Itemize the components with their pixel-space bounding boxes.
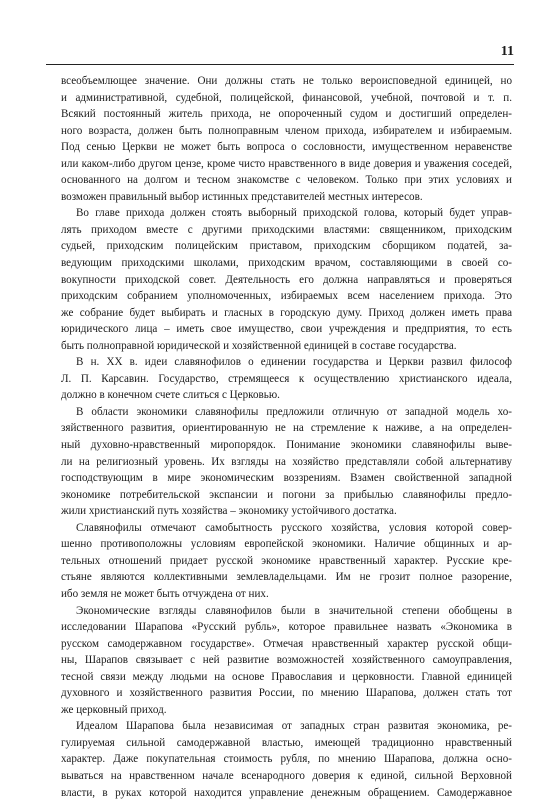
page-number: 11 <box>500 44 514 59</box>
text-line: должно в конечном счете слиться с Церковью. <box>61 389 280 402</box>
text-line: Л. П. Карсавин. Государство, стремящееся к осуществлению христианского идеала, <box>61 372 512 385</box>
text-line: вываться на нравственном начале всенародного доверия к единой, сильной Верховной <box>61 769 512 782</box>
text-line: и административной, судебной, полицейской, финансовой, учебной, почтовой и т. п. <box>61 91 512 104</box>
text-line: возможен правильный выбор истинных представителей местных интересов. <box>61 190 423 203</box>
text-line: гулируемая сильной самодержавной властью, имеющей традиционно нравственный <box>61 736 512 749</box>
body-text <box>61 73 512 801</box>
text-line: всеобъемлющее значение. Они должны стать не только вероисповедной единицей, но <box>61 75 512 87</box>
text-line: Под сенью Церкви не может быть вопроса о сословности, имущественном неравенстве <box>61 141 512 154</box>
text-line: Славянофилы отмечают самобытность русского хозяйства, условия которой совер- <box>76 521 512 534</box>
text-line: ный духовно-нравственный миропорядок. Понимание экономики славянофилы выве- <box>61 439 512 452</box>
text-line: В н. XX в. идеи славянофилов о единении государства и Церкви развил философ <box>76 356 512 369</box>
text-line: тесной связи между людьми на основе Православия и церковности. Главной единицей <box>61 670 512 683</box>
paragraph <box>61 73 512 205</box>
header-rule <box>46 64 514 65</box>
text-line: Во главе прихода должен стоять выборный приходской голова, который будет управ- <box>76 207 512 220</box>
text-line: стьяне являются коллективными землевладельцами. Им не грозит полное разорение, <box>61 571 512 584</box>
paragraph <box>61 354 512 404</box>
text-line: русском самодержавном государстве». Отмечая нравственный характер русской общи- <box>61 637 512 650</box>
text-line: тельных отношений придает русской экономике нравственный характер. Русские кре- <box>61 554 512 567</box>
text-line: господствующим в мире экономическим воззрениям. Взамен свойственной западной <box>61 472 512 485</box>
paragraph <box>61 603 512 719</box>
text-line: власти, в руках которой находится управление денежным обращением. Самодержавное <box>61 786 512 799</box>
text-line: или каком-либо другом цензе, кроме чисто нравственного в виде доверия и уважения соседей, <box>61 157 512 170</box>
paragraph <box>61 718 512 801</box>
text-line: лять приходом вместе с другими приходскими властями: священником, приходским <box>61 223 512 236</box>
text-line: ли на религиозный уровень. Их взгляды на хозяйство представляли собой альтернативу <box>61 455 512 468</box>
text-line: Всякий постоянный житель прихода, не опороченный судом и достигший определен- <box>61 108 512 121</box>
paragraph <box>61 520 512 603</box>
text-line: Экономические взгляды славянофилов были в значительной степени обобщены в <box>76 604 512 617</box>
text-line: ного возраста, должен быть полноправным членом прихода, избирателем и избираемым. <box>61 124 512 137</box>
text-line: характер. Даже покупательная стоимость рубля, по мнению Шарапова, должна осно- <box>61 753 512 766</box>
paragraph <box>61 205 512 354</box>
text-line: Идеалом Шарапова была независимая от западных стран развитая экономика, ре- <box>76 720 512 733</box>
text-line: быть полноправной юридической и хозяйственной единицей в составе государства. <box>61 339 457 352</box>
text-line: основанного на долгом и тесном знакомстве с человеком. Только при этих условиях и <box>61 174 512 187</box>
text-line: исследовании Шарапова «Русский рубль», которое правильнее назвать «Экономика в <box>61 621 512 634</box>
text-line: судьей, приходским полицейским приставом, приходским сборщиком податей, за- <box>61 240 512 253</box>
text-line: же собрание будет выбирать и гласных в городскую думу. Приход должен иметь права <box>61 306 512 319</box>
text-line: приходским собранием уполномоченных, избираемых всем населением прихода. Это <box>61 290 512 303</box>
text-line: шенно противоположны условиям европейской экономики. Наличие общинных и ар- <box>61 538 512 551</box>
text-line: жили христианский путь хозяйства – экономику устойчивого достатка. <box>61 505 397 518</box>
text-line: ведующим приходскими школами, приходским врачом, составляющими в своей со- <box>61 257 512 270</box>
paragraph <box>61 404 512 520</box>
text-line: экономике потребительской экспансии и погони за прибылью славянофилы предло- <box>61 488 512 501</box>
text-line: вокупности приходской совет. Деятельность его должна направляться и проверяться <box>61 273 512 286</box>
text-line: зяйственного развития, ориентированную не на стремление к наживе, а на определен- <box>61 422 512 435</box>
text-line: ибо земля не может быть отчуждена от них. <box>61 587 269 600</box>
text-line: ны, Шарапов связывает с ней развитие возможностей хозяйственного самоуправления, <box>61 654 512 667</box>
text-line: юридического лица – иметь свое имущество, свои учреждения и предприятия, то есть <box>61 323 512 336</box>
text-line: духовного и хозяйственного развития России, по мнению Шарапова, должен стать тот <box>61 687 512 700</box>
text-line: же церковный приход. <box>61 703 167 716</box>
text-line: В области экономики славянофилы предложили отличную от западной модель хо- <box>76 405 512 418</box>
